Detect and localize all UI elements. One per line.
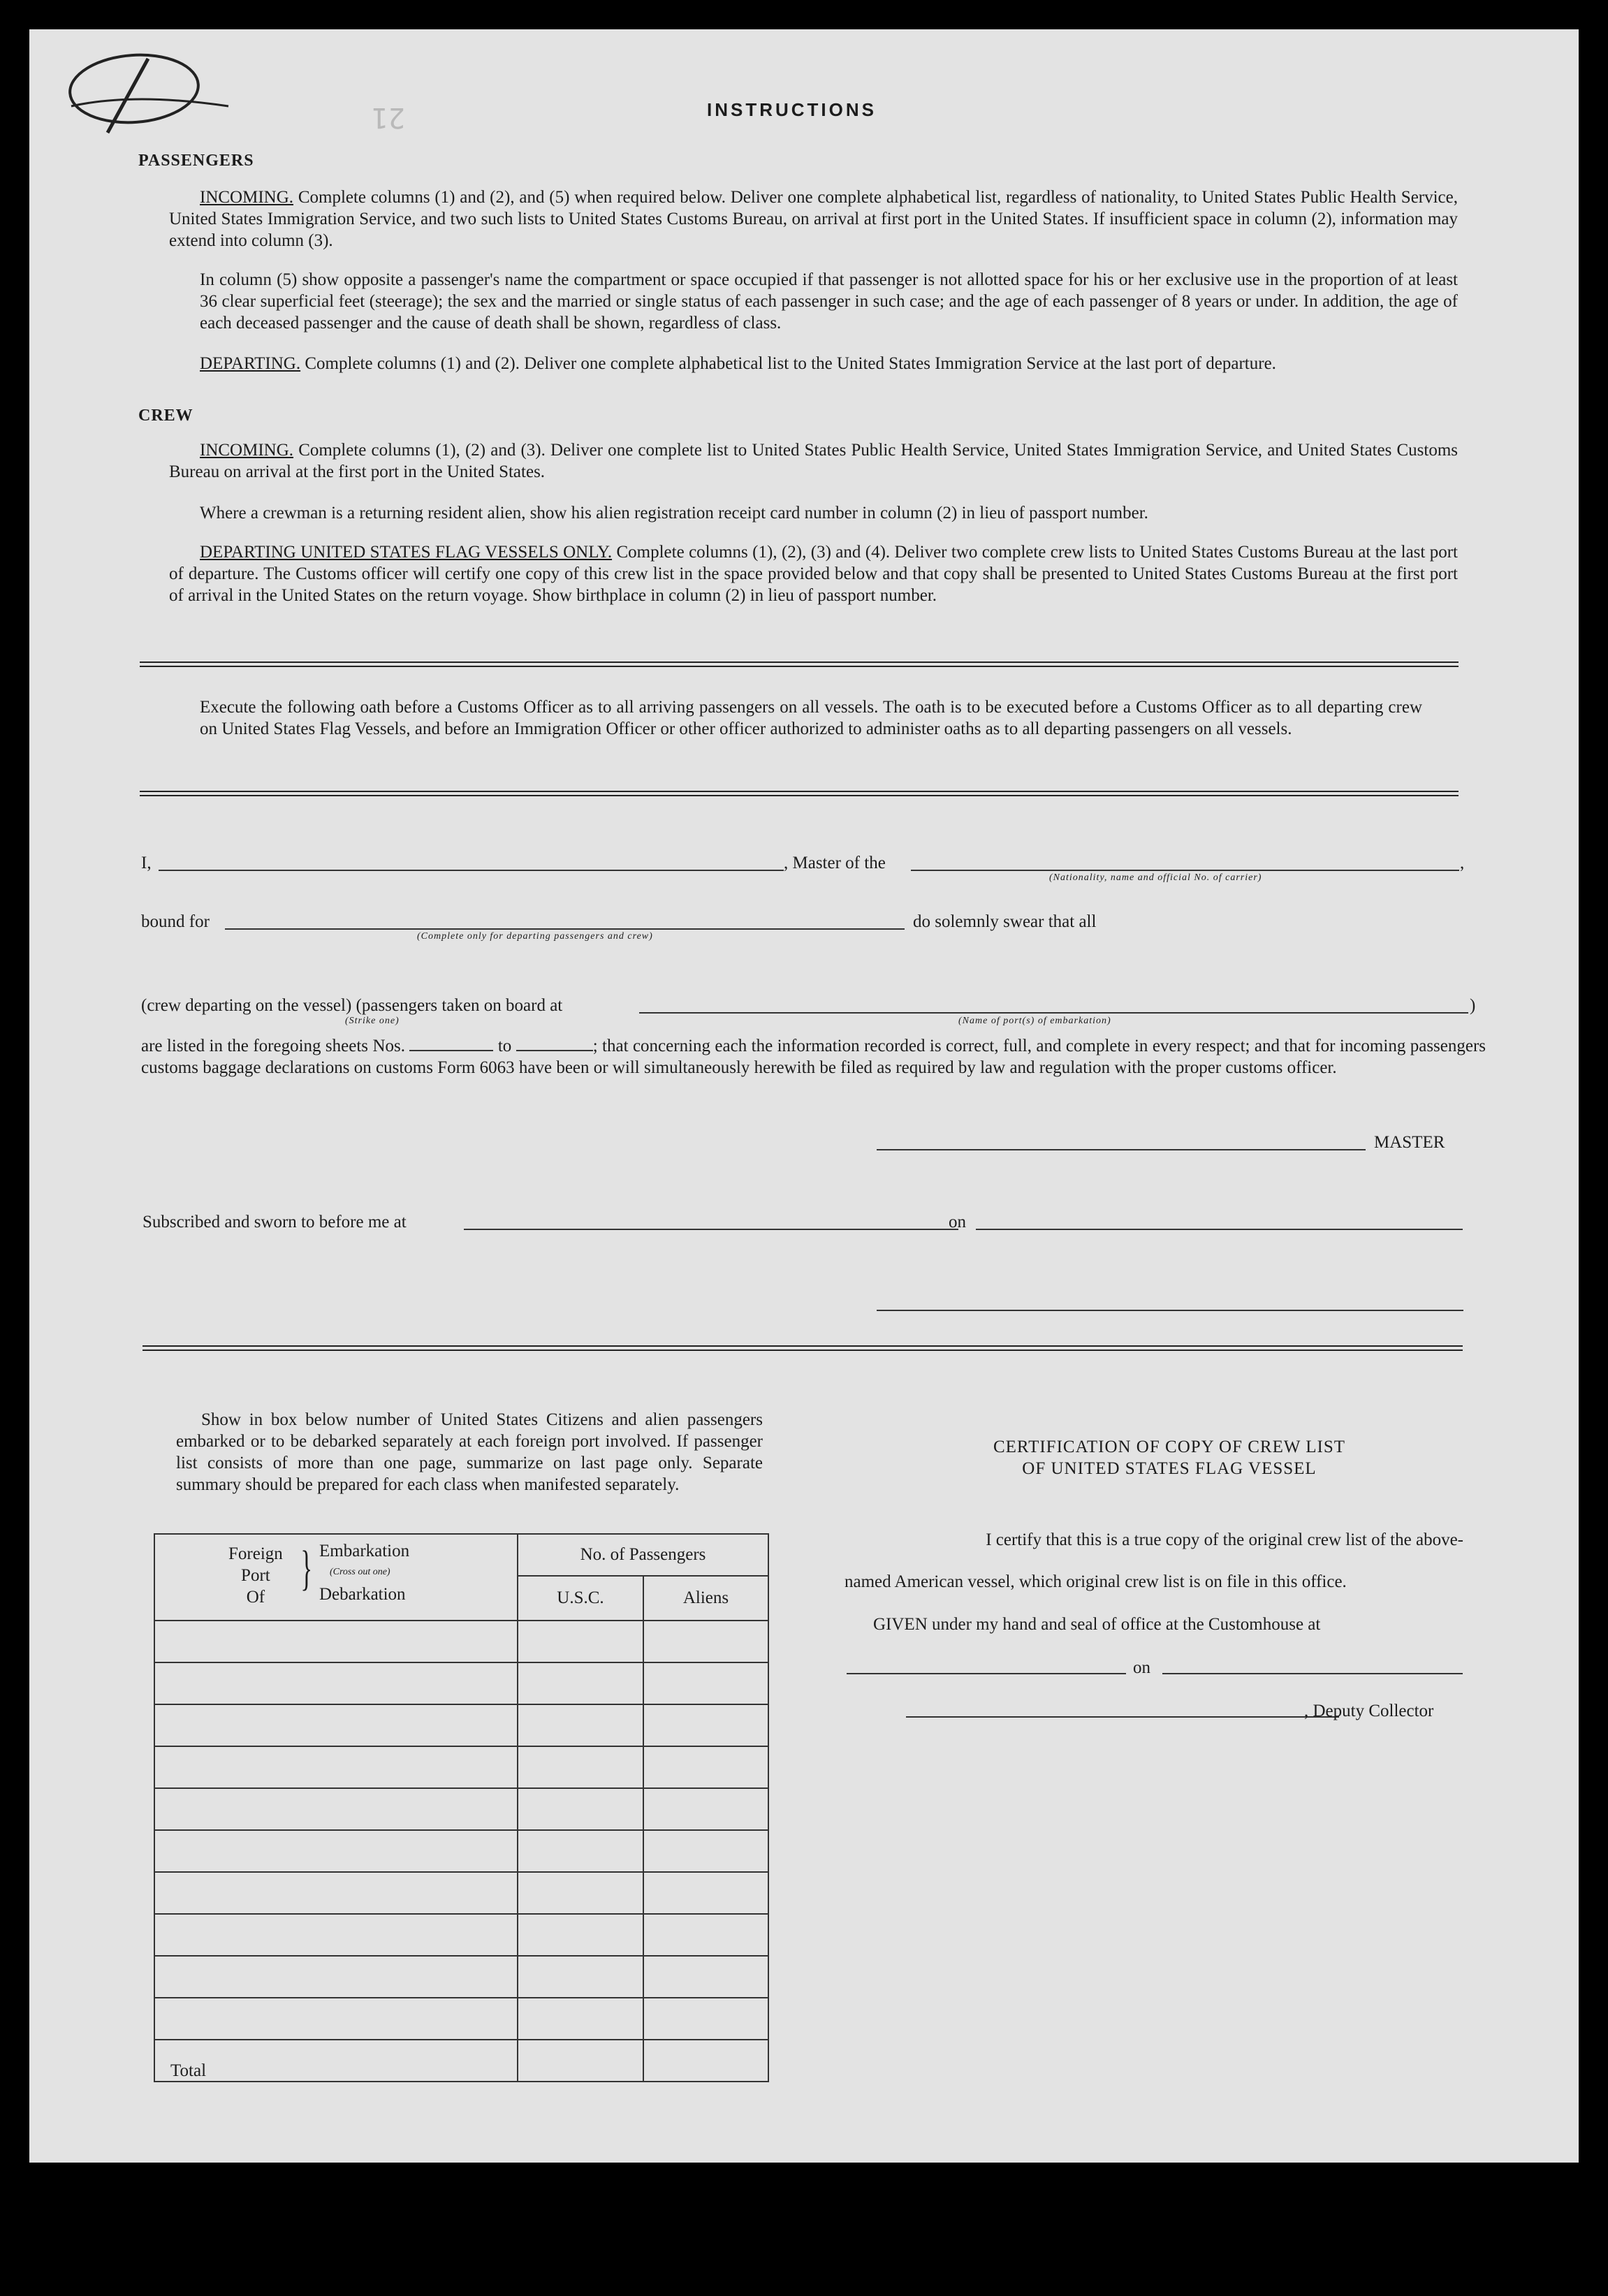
port-cell[interactable]: [154, 1998, 518, 2040]
aliens-cell[interactable]: [643, 1746, 768, 1788]
aliens-cell[interactable]: [643, 1704, 768, 1746]
passengers-incoming-text: Complete columns (1) and (2), and (5) when required below. Deliver one complete alphabetical list, regardless of nationality, to United States Public Health Service, United States Immigration Service, and two such lists to United States Customs Bureau, on arrival at first port in the United States. If insufficient space in column (2), information may extend into column (3).: [169, 188, 1459, 250]
table-row: [154, 1746, 768, 1788]
port-cell[interactable]: [154, 1746, 518, 1788]
crew-heading: CREW: [138, 407, 193, 425]
section-divider: [142, 1345, 1463, 1351]
usc-cell[interactable]: [518, 1746, 643, 1788]
passengers-header: No. of Passengers: [518, 1534, 768, 1576]
embarkation-label: Embarkation: [319, 1542, 410, 1560]
table-row: [154, 1621, 768, 1662]
port-cell[interactable]: [154, 1788, 518, 1830]
usc-cell[interactable]: [518, 1998, 643, 2040]
brace-icon: }: [300, 1542, 313, 1595]
port-cell[interactable]: [154, 1956, 518, 1998]
listed-text-rest: and that for incoming passengers customs baggage declarations on customs Form 6063 have been or will simultaneously herewith be filed as required by law and regulation with the proper customs officer.: [141, 1037, 1486, 1077]
ports-caption: (Name of port(s) of embarkation): [958, 1016, 1111, 1026]
listed-text-b: ; that concerning each the information recorded is correct, full, and complete in every respect;: [592, 1037, 1250, 1055]
aliens-cell[interactable]: [643, 1956, 768, 1998]
port-cell[interactable]: [154, 1704, 518, 1746]
form-sheet: [29, 29, 1579, 2163]
aliens-cell[interactable]: [643, 1914, 768, 1956]
sworn-on-label: on: [949, 1213, 966, 1231]
strike-one-caption: (Strike one): [345, 1016, 400, 1026]
crew-departing-text: Complete columns (1), (2), (3) and (4). Deliver two complete crew lists to United States Customs Bureau at the last port of departure. The Customs officer will certify one copy of this crew list in the space provided below and that copy shall be presented to United States Customs Bureau at the first port of arrival in the United States on the return voyage. Show birthplace in column (2) in lieu of passport number.: [169, 543, 1458, 605]
officer-signature-field[interactable]: [877, 1310, 1463, 1311]
usc-cell[interactable]: [518, 1956, 643, 1998]
debarkation-label: Debarkation: [319, 1585, 406, 1604]
carrier-field[interactable]: [911, 870, 1459, 871]
crew-departing-paragraph: [169, 541, 1458, 606]
passengers-departing-label: DEPARTING.: [200, 354, 301, 373]
master-signature-field[interactable]: [877, 1149, 1366, 1150]
oath-comma: ,: [1460, 854, 1465, 872]
master-label: MASTER: [1374, 1133, 1445, 1152]
foreign-word: Foreign: [228, 1544, 283, 1563]
table-row: [154, 1872, 768, 1914]
table-row: [154, 1998, 768, 2040]
bound-for-field[interactable]: [225, 928, 905, 930]
table-row: [154, 1788, 768, 1830]
page-title: INSTRUCTIONS: [707, 99, 877, 120]
aliens-cell[interactable]: [643, 1662, 768, 1704]
oath-i-label: I,: [141, 854, 152, 872]
port-word: Port: [241, 1566, 270, 1585]
aliens-cell[interactable]: [643, 1872, 768, 1914]
passenger-summary-table: [154, 1533, 769, 2082]
table-row: [154, 1662, 768, 1704]
table-row: [154, 1956, 768, 1998]
ports-field[interactable]: [639, 1012, 1468, 1014]
certification-title-line2: OF UNITED STATES FLAG VESSEL: [1022, 1459, 1317, 1478]
certify-line2: named American vessel, which original crew list is on file in this office.: [845, 1572, 1347, 1591]
crew-incoming-label: INCOMING.: [200, 441, 294, 460]
circled-page-mark-icon: [64, 43, 232, 148]
oath-master-of: , Master of the: [784, 854, 886, 872]
oath-crew-departing: (crew departing on the vessel) (passengers taken on board at: [141, 996, 563, 1015]
aliens-cell[interactable]: [643, 1998, 768, 2040]
certify-line1: I certify that this is a true copy of the original crew list of the above-: [986, 1530, 1463, 1549]
bound-caption: (Complete only for departing passengers and crew): [417, 931, 653, 942]
crew-resident-paragraph: Where a crewman is a returning resident alien, show his alien registration receipt card number in column (2) in lieu of passport number.: [200, 504, 1148, 522]
given-date-field[interactable]: [1162, 1673, 1463, 1674]
crew-incoming-text: Complete columns (1), (2) and (3). Deliver one complete list to United States Public Health Service, United States Immigration Service, and United States Customs Bureau on arrival at the first port in the United States.: [169, 441, 1459, 481]
section-divider: [140, 791, 1459, 796]
port-cell[interactable]: [154, 1662, 518, 1704]
sheet-from-field[interactable]: [409, 1036, 493, 1051]
passengers-departing-paragraph: [169, 353, 1458, 374]
usc-header: U.S.C.: [518, 1576, 643, 1621]
oath-swear: do solemnly swear that all: [913, 912, 1097, 931]
cross-out-label: (Cross out one): [330, 1567, 390, 1577]
deputy-signature-field[interactable]: [906, 1716, 1339, 1718]
table-row: [154, 1704, 768, 1746]
given-line: GIVEN under my hand and seal of office at the Customhouse at: [873, 1615, 1321, 1634]
usc-cell[interactable]: [518, 1788, 643, 1830]
sworn-date-field[interactable]: [976, 1229, 1463, 1230]
oath-close-paren: ): [1470, 996, 1476, 1015]
port-cell[interactable]: [154, 1914, 518, 1956]
table-row: [154, 1830, 768, 1872]
passengers-incoming-label: INCOMING.: [200, 188, 294, 207]
oath-instructions: Execute the following oath before a Customs Officer as to all arriving passengers on all vessels. The oath is to be executed before a Customs Officer as to all departing crew on United States Flag Vessels, and before an Immigration Officer or other officer authorized to administer oaths as to all departing passengers on all vessels.: [200, 698, 1422, 738]
crew-incoming-paragraph: [169, 439, 1458, 483]
crew-departing-label: DEPARTING UNITED STATES FLAG VESSELS ONLY.: [200, 543, 613, 562]
customhouse-field[interactable]: [847, 1673, 1126, 1674]
total-aliens-cell[interactable]: [643, 2040, 768, 2082]
given-on-label: on: [1133, 1658, 1150, 1677]
port-header-cell: [154, 1534, 518, 1621]
passengers-departing-text: Complete columns (1) and (2). Deliver one complete alphabetical list to the United States Immigration Service at the last port of departure.: [305, 354, 1276, 373]
sworn-place-field[interactable]: [464, 1229, 958, 1230]
usc-cell[interactable]: [518, 1704, 643, 1746]
passengers-column5-paragraph: In column (5) show opposite a passenger's name the compartment or space occupied if that passenger is not allotted space for his or her exclusive use in the proportion of at least 36 clear superficial feet (steerage); the sex and the married or single status of each passenger in such case; and the age of each passenger of 8 years or under. In addition, the age of each deceased passenger and the cause of death shall be shown, regardless of class.: [200, 270, 1458, 332]
listed-text-a: are listed in the foregoing sheets Nos.: [141, 1037, 405, 1055]
certification-title: [876, 1436, 1463, 1479]
listed-to: to: [497, 1037, 512, 1055]
summary-instructions: Show in box below number of United States Citizens and alien passengers embarked or to be debarked separately at each foreign port involved. If passenger list consists of more than one page, summarize on last page only. Separate summary should be prepared for each class when manifested separately.: [176, 1410, 763, 1494]
port-cell[interactable]: [154, 1872, 518, 1914]
certification-title-line1: CERTIFICATION OF COPY OF CREW LIST: [993, 1438, 1346, 1456]
passengers-incoming-paragraph: [169, 187, 1458, 251]
aliens-cell[interactable]: [643, 1788, 768, 1830]
oath-listed-paragraph: [141, 1035, 1486, 1078]
usc-cell[interactable]: [518, 1914, 643, 1956]
oath-bound-for: bound for: [141, 912, 210, 931]
deputy-label: , Deputy Collector: [1304, 1702, 1434, 1720]
foreign-port-label: [228, 1543, 283, 1608]
sheet-to-field[interactable]: [516, 1036, 593, 1051]
aliens-cell[interactable]: [643, 1830, 768, 1872]
aliens-cell[interactable]: [643, 1621, 768, 1662]
total-label: Total: [154, 2040, 518, 2082]
passengers-heading: PASSENGERS: [138, 152, 254, 170]
usc-cell[interactable]: [518, 1621, 643, 1662]
master-name-field[interactable]: [159, 870, 784, 871]
usc-cell[interactable]: [518, 1830, 643, 1872]
carrier-caption: (Nationality, name and official No. of carrier): [1049, 872, 1262, 883]
subscribed-label: Subscribed and sworn to before me at: [142, 1213, 407, 1231]
faint-stamp-number: 21: [372, 101, 406, 133]
aliens-header: Aliens: [643, 1576, 768, 1621]
total-usc-cell[interactable]: [518, 2040, 643, 2082]
table-row: [154, 1914, 768, 1956]
usc-cell[interactable]: [518, 1662, 643, 1704]
port-cell[interactable]: [154, 1621, 518, 1662]
of-word: Of: [246, 1588, 265, 1607]
section-divider: [140, 661, 1459, 667]
usc-cell[interactable]: [518, 1872, 643, 1914]
port-cell[interactable]: [154, 1830, 518, 1872]
